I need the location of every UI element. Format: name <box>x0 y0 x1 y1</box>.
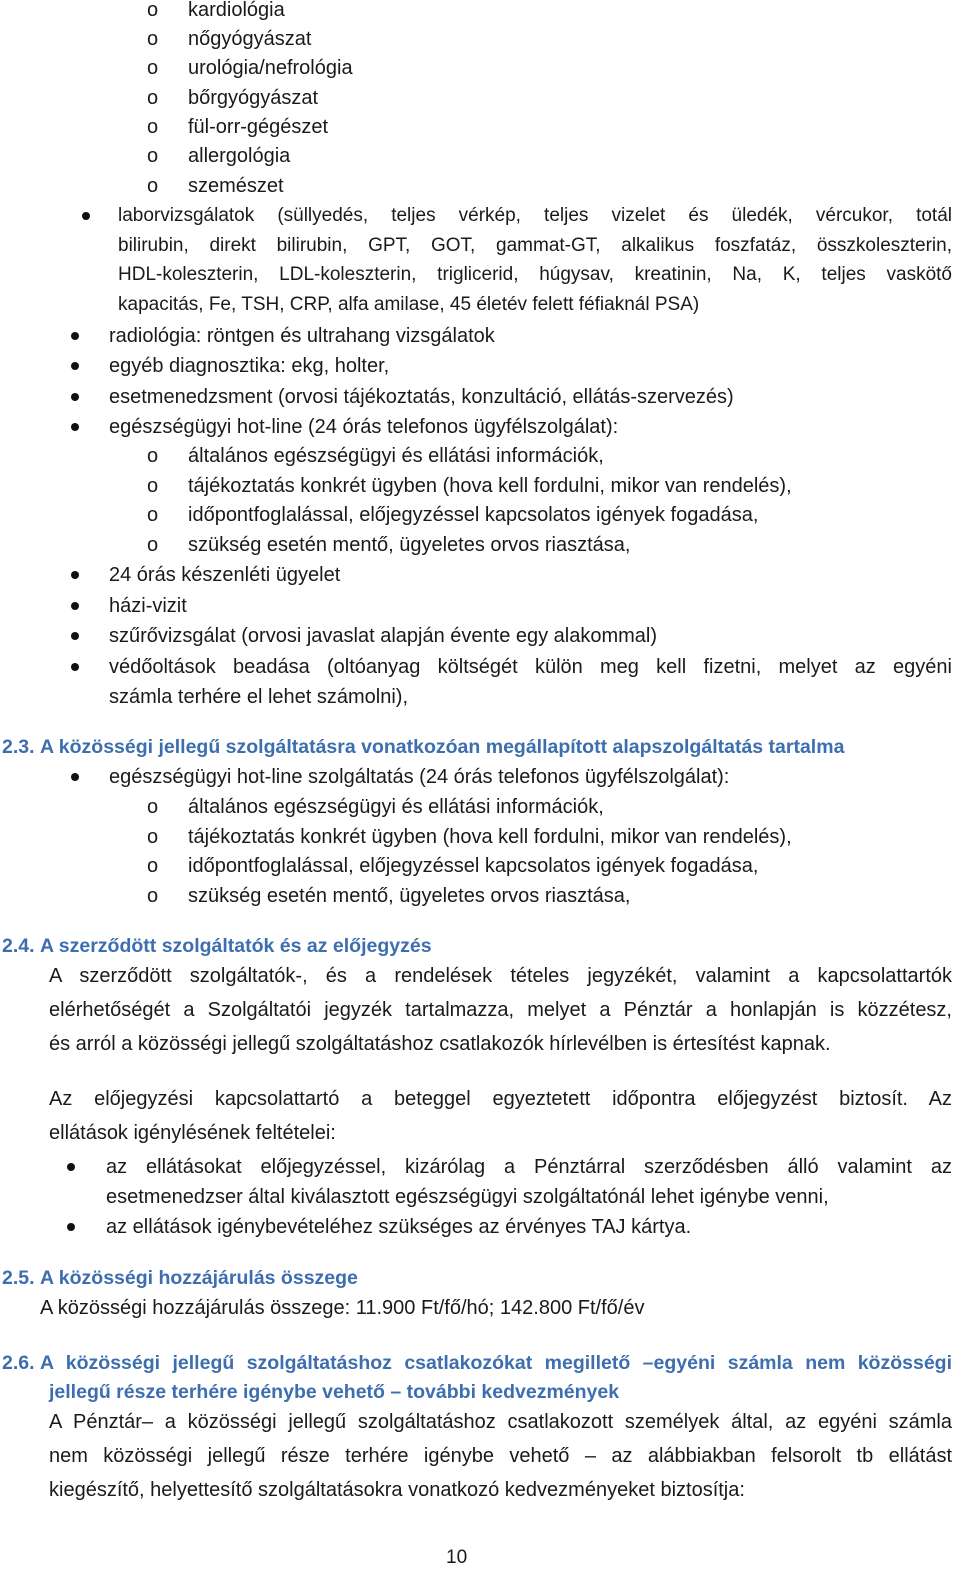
list-item: nőgyógyászat <box>188 28 312 50</box>
list-item: általános egészségügyi és ellátási információk, <box>188 445 604 467</box>
paragraph-line: ellátások igénylésének feltételei: <box>49 1122 336 1144</box>
list-item: szűrővizsgálat (orvosi javaslat alapján évente egy alakommal) <box>109 625 658 647</box>
bullet-icon <box>67 1223 75 1231</box>
circle-bullet-icon: o <box>147 534 159 556</box>
bullet-icon <box>71 362 79 370</box>
section-heading: jellegű része terhére igénybe vehető – további kedvezmények <box>49 1381 620 1403</box>
section-heading: A szerződött szolgáltatók és az előjegyzés <box>40 935 432 957</box>
list-item: szemészet <box>188 175 284 197</box>
circle-bullet-icon: o <box>147 796 159 818</box>
paragraph-line: A Pénztár– a közösségi jellegű szolgáltatáshoz csatlakozott személyek által, az egyéni számla <box>49 1411 952 1433</box>
list-item: urológia/nefrológia <box>188 57 353 79</box>
list-item: 24 órás készenléti ügyelet <box>109 564 341 586</box>
list-item: egyéb diagnosztika: ekg, holter, <box>109 355 390 377</box>
list-item: időpontfoglalással, előjegyzéssel kapcsolatos igények fogadása, <box>188 855 759 877</box>
paragraph-line: Az előjegyzési kapcsolattartó a beteggel egyeztetett időpontra előjegyzést biztosít. Az <box>49 1088 952 1110</box>
list-item: általános egészségügyi és ellátási információk, <box>188 796 604 818</box>
list-item: időpontfoglalással, előjegyzéssel kapcsolatos igények fogadása, <box>188 504 759 526</box>
list-item: szükség esetén mentő, ügyeletes orvos riasztása, <box>188 534 631 556</box>
bullet-icon <box>71 423 79 431</box>
list-item: szükség esetén mentő, ügyeletes orvos riasztása, <box>188 885 631 907</box>
list-item-text: védőoltások beadása (oltóanyag költségét külön meg kell fizetni, melyet az egyéni <box>109 656 952 678</box>
circle-bullet-icon: o <box>147 855 159 877</box>
list-item-text: kapacitás, Fe, TSH, CRP, alfa amilase, 45 életév felett féfiaknál PSA) <box>118 294 700 315</box>
list-item: allergológia <box>188 145 291 167</box>
list-item: fül-orr-gégészet <box>188 116 329 138</box>
list-item: tájékoztatás konkrét ügyben (hova kell fordulni, mikor van rendelés), <box>188 475 792 497</box>
list-item: házi-vizit <box>109 595 187 617</box>
bullet-icon <box>71 663 79 671</box>
circle-bullet-icon: o <box>147 175 159 197</box>
page-number: 10 <box>446 1547 468 1568</box>
bullet-icon <box>82 212 90 220</box>
section-number: 2.3. <box>2 736 35 758</box>
list-item-text: bilirubin, direkt bilirubin, GPT, GOT, gammat-GT, alkalikus foszfatáz, összkoleszterin, <box>118 235 952 256</box>
section-number: 2.5. <box>2 1267 35 1289</box>
circle-bullet-icon: o <box>147 826 159 848</box>
paragraph-line: elérhetőségét a Szolgáltatói jegyzék tartalmazza, melyet a Pénztár a honlapján is közzétesz, <box>49 999 952 1021</box>
circle-bullet-icon: o <box>147 0 159 21</box>
bullet-icon <box>71 773 79 781</box>
paragraph-line: és arról a közösségi jellegű szolgáltatáshoz csatlakozók hírlevélben is értesítést kapnak. <box>49 1033 831 1055</box>
section-number: 2.6. <box>2 1352 35 1374</box>
circle-bullet-icon: o <box>147 87 159 109</box>
list-item: esetmenedzsment (orvosi tájékoztatás, konzultáció, ellátás-szervezés) <box>109 386 734 408</box>
section-heading: A közösségi jellegű szolgáltatásra vonatkozóan megállapított alapszolgáltatás tartalma <box>40 736 845 758</box>
paragraph-line: A közösségi hozzájárulás összege: 11.900 Ft/fő/hó; 142.800 Ft/fő/év <box>40 1297 645 1319</box>
list-item-text: HDL-koleszterin, LDL-koleszterin, triglicerid, húgysav, kreatinin, Na, K, teljes vaskötő <box>118 264 952 285</box>
list-item: kardiológia <box>188 0 285 21</box>
circle-bullet-icon: o <box>147 145 159 167</box>
circle-bullet-icon: o <box>147 116 159 138</box>
list-item: tájékoztatás konkrét ügyben (hova kell fordulni, mikor van rendelés), <box>188 826 792 848</box>
list-item: radiológia: röntgen és ultrahang vizsgálatok <box>109 325 495 347</box>
circle-bullet-icon: o <box>147 28 159 50</box>
list-item-text: az ellátásokat előjegyzéssel, kizárólag a Pénztárral szerződésben álló valamint az <box>106 1156 952 1178</box>
circle-bullet-icon: o <box>147 504 159 526</box>
list-item: bőrgyógyászat <box>188 87 319 109</box>
bullet-icon <box>71 602 79 610</box>
list-item: egészségügyi hot-line szolgáltatás (24 órás telefonos ügyfélszolgálat): <box>109 766 730 788</box>
paragraph-line: nem közösségi jellegű része terhére igénybe vehető – az alábbiakban felsorolt tb ellátást <box>49 1445 952 1467</box>
paragraph-line: A szerződött szolgáltatók-, és a rendelések tételes jegyzékét, valamint a kapcsolattartók <box>49 965 952 987</box>
bullet-icon <box>71 571 79 579</box>
list-item-text: laborvizsgálatok (süllyedés, teljes vérkép, teljes vizelet és üledék, vércukor, totál <box>118 205 952 226</box>
list-item: az ellátások igénybevételéhez szükséges az érvényes TAJ kártya. <box>106 1216 692 1238</box>
bullet-icon <box>71 632 79 640</box>
section-number: 2.4. <box>2 935 35 957</box>
circle-bullet-icon: o <box>147 885 159 907</box>
circle-bullet-icon: o <box>147 475 159 497</box>
list-item-text: számla terhére el lehet számolni), <box>109 686 409 708</box>
bullet-icon <box>67 1163 75 1171</box>
paragraph-line: kiegészítő, helyettesítő szolgáltatásokra vonatkozó kedvezményeket biztosítja: <box>49 1479 745 1501</box>
section-heading: A közösségi jellegű szolgáltatáshoz csatlakozókat megillető –egyéni számla nem közösségi <box>40 1352 952 1374</box>
section-heading: A közösségi hozzájárulás összege <box>40 1267 358 1289</box>
circle-bullet-icon: o <box>147 57 159 79</box>
bullet-icon <box>71 393 79 401</box>
list-item: egészségügyi hot-line (24 órás telefonos ügyfélszolgálat): <box>109 416 619 438</box>
circle-bullet-icon: o <box>147 445 159 467</box>
bullet-icon <box>71 332 79 340</box>
list-item-text: esetmenedzser által kiválasztott egészségügyi szolgáltatónál lehet igénybe venni, <box>106 1186 829 1208</box>
